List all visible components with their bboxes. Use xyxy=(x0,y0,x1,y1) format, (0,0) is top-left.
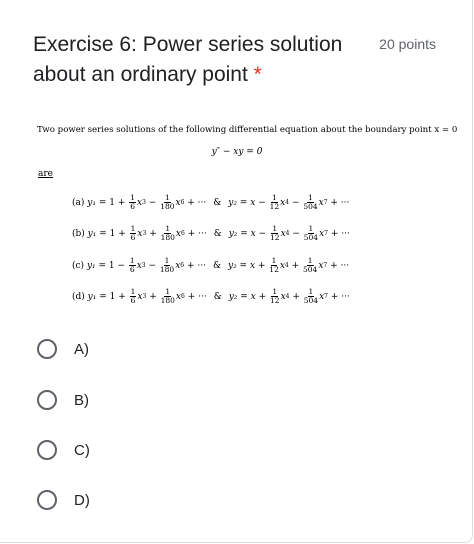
choice-formula-4: (d) y₁ = 1 + $\frac{1}{6}$ x 3 + $\frac{1}{180}$ x 6 + ··· & y₂ = x + $\frac{1}{12}$ x 4 + $\frac{1}{504}$ x 7 + ··· xyxy=(72,287,350,305)
radio-circle-icon[interactable] xyxy=(37,390,57,410)
option-d-label: D) xyxy=(74,491,90,509)
choice-label: (d) xyxy=(72,291,85,302)
choice-formula-3: (c) y₁ = 1 − $\frac{1}{6}$ x 3 − $\frac{1}{180}$ x 6 + ··· & y₂ = x + $\frac{1}{12}$ x 4 + $\frac{1}{504}$ x 7 + ··· xyxy=(72,256,350,274)
radio-circle-icon[interactable] xyxy=(37,440,57,460)
option-c[interactable] xyxy=(37,440,90,460)
required-asterisk: * xyxy=(253,63,262,86)
radio-circle-icon[interactable] xyxy=(37,490,57,510)
option-d[interactable] xyxy=(37,490,90,510)
option-b-label: B) xyxy=(74,391,89,409)
question-title xyxy=(33,30,353,90)
radio-circle-icon[interactable] xyxy=(37,339,57,359)
choice-label: (b) xyxy=(72,228,85,239)
question-title-text: Exercise 6: Power series solution about an ordinary point xyxy=(33,33,343,86)
option-c-label: C) xyxy=(74,441,90,459)
option-a-label: A) xyxy=(74,340,89,358)
question-prompt: Two power series solutions of the following differential equation about the boundary point x = 0 xyxy=(37,125,458,135)
option-b[interactable] xyxy=(37,390,89,410)
differential-equation: y″ − xy = 0 xyxy=(211,147,263,157)
choice-label: (c) xyxy=(72,260,85,271)
choice-label: (a) xyxy=(72,197,85,208)
option-a[interactable] xyxy=(37,339,89,359)
choice-formula-1: (a) y₁ = 1 + $\frac{1}{6}$ x 3 − $\frac{1}{180}$ x 6 + ··· & y₂ = x − $\frac{1}{12}$ x 4 − $\frac{1}{504}$ x 7 + ··· xyxy=(72,193,350,211)
choice-formula-2: (b) y₁ = 1 + $\frac{1}{6}$ x 3 + $\frac{1}{180}$ x 6 + ··· & y₂ = x − $\frac{1}{12}$ x 4 − $\frac{1}{504}$ x 7 + ··· xyxy=(72,224,350,242)
points-badge: 20 points xyxy=(379,36,436,52)
are-text: are xyxy=(38,169,53,179)
